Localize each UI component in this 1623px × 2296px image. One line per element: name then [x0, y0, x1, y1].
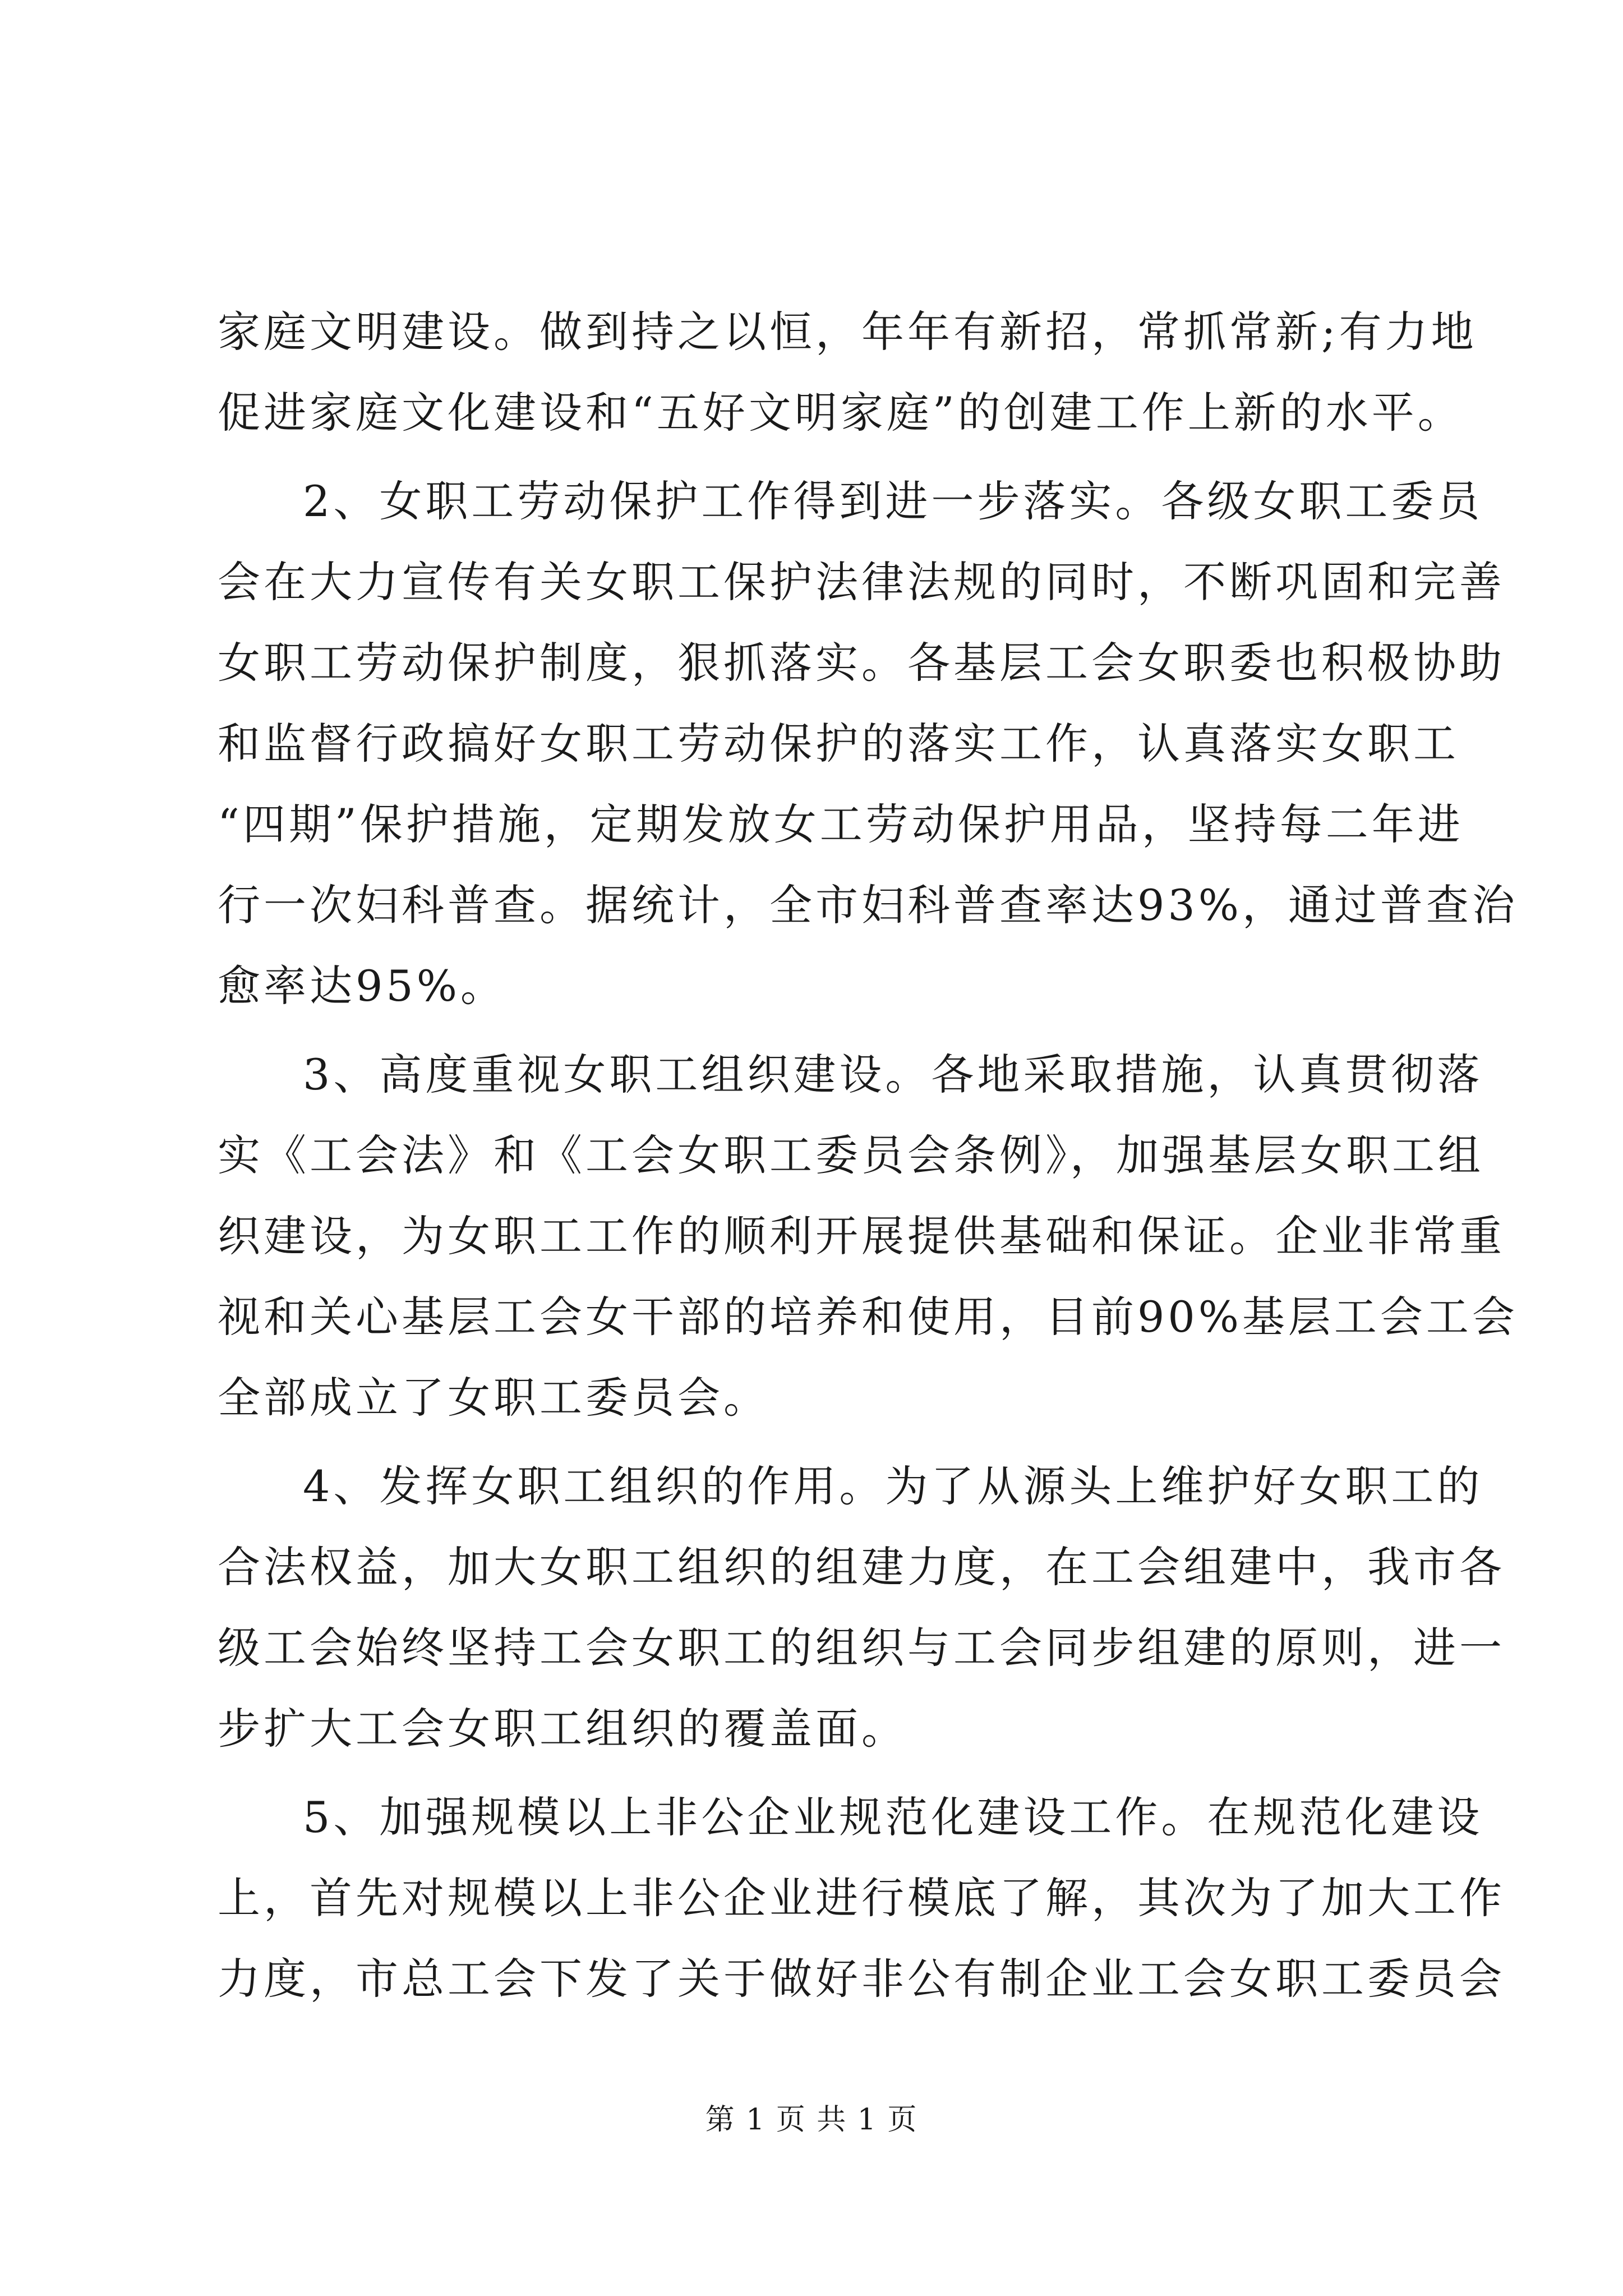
paragraph [218, 1034, 1518, 1438]
text-line: 和监督行政搞好女职工劳动保护的落实工作，认真落实女职工 [218, 719, 1459, 769]
text-line: 上，首先对规模以上非公企业进行模底了解，其次为了加大工作 [218, 1873, 1505, 1923]
text-line: 视和关心基层工会女干部的培养和使用，目前90%基层工会工会 [218, 1292, 1518, 1342]
text-line: 家庭文明建设。做到持之以恒，年年有新招，常抓常新;有力地 [218, 307, 1477, 357]
text-line: 力度，市总工会下发了关于做好非公有制企业工会女职工委员会 [218, 1954, 1505, 2004]
paragraph [218, 1777, 1505, 2019]
text-line: 促进家庭文化建设和“五好文明家庭”的创建工作上新的水平。 [218, 388, 1464, 438]
page-footer [0, 2100, 1623, 2139]
text-line: 合法权益，加大女职工组织的组建力度，在工会组建中，我市各 [218, 1542, 1505, 1592]
text-line: 2、女职工劳动保护工作得到进一步落实。各级女职工委员 [303, 476, 1483, 526]
text-line: 级工会始终坚持工会女职工的组织与工会同步组建的原则，进一 [218, 1623, 1505, 1673]
paragraph [218, 461, 1518, 1027]
page-number-label: 第 1 页 共 1 页 [705, 2103, 918, 2137]
paragraph [218, 1446, 1505, 1769]
text-line: 4、发挥女职工组织的作用。为了从源头上维护好女职工的 [303, 1461, 1483, 1511]
paragraph [218, 292, 1477, 453]
text-line: 实《工会法》和《工会女职工委员会条例》，加强基层女职工组 [218, 1130, 1484, 1180]
text-line: 织建设，为女职工工作的顺利开展提供基础和保证。企业非常重 [218, 1211, 1505, 1261]
text-line: 全部成立了女职工委员会。 [218, 1373, 769, 1423]
text-line: 3、高度重视女职工组织建设。各地采取措施，认真贯彻落 [303, 1050, 1483, 1099]
text-line: 5、加强规模以上非公企业规范化建设工作。在规范化建设 [303, 1792, 1483, 1842]
text-line: 步扩大工会女职工组织的覆盖面。 [218, 1704, 907, 1754]
text-line: 行一次妇科普查。据统计，全市妇科普查率达93%，通过普查治 [218, 880, 1518, 930]
text-line: 愈率达95%。 [218, 961, 506, 1011]
text-line: 女职工劳动保护制度，狠抓落实。各基层工会女职委也积极协助 [218, 638, 1505, 688]
text-line: “四期”保护措施，定期发放女工劳动保护用品，坚持每二年进 [218, 799, 1464, 849]
document-body [218, 292, 1518, 2019]
text-line: 会在大力宣传有关女职工保护法律法规的同时，不断巩固和完善 [218, 557, 1505, 607]
